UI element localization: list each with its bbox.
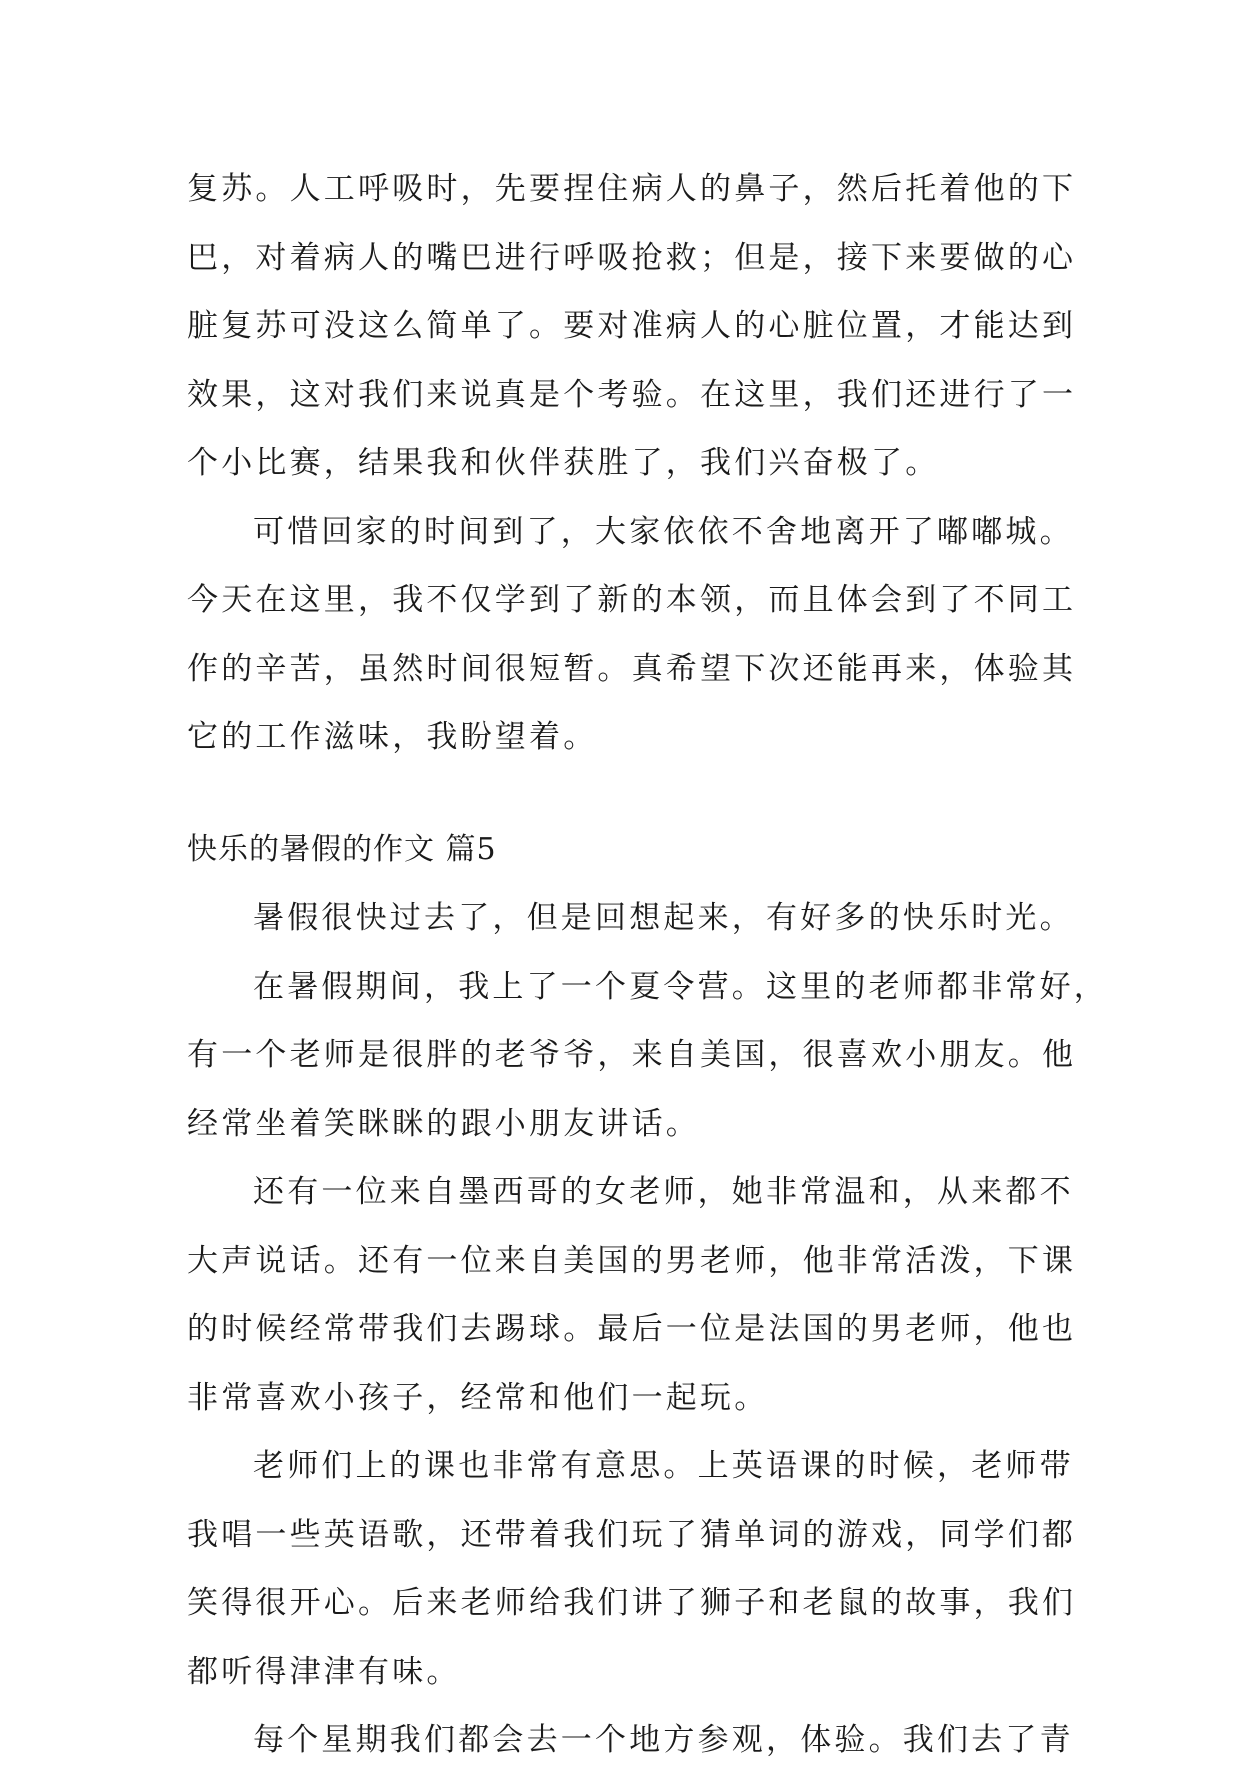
paragraph — [187, 1706, 1074, 1775]
text-line: 效果，这对我们来说真是个考验。在这里，我们还进行了一 — [187, 376, 1077, 413]
paragraph — [187, 155, 1077, 498]
text-line: 笑得很开心。后来老师给我们讲了狮子和老鼠的故事，我们 — [187, 1585, 1077, 1621]
text-line: 它的工作滋味，我盼望着。 — [187, 719, 598, 755]
text-line: 复苏。人工呼吸时，先要捏住病人的鼻子，然后托着他的下 — [187, 171, 1077, 207]
text-line: 个小比赛，结果我和伙伴获胜了，我们兴奋极了。 — [187, 445, 940, 481]
section-gap — [187, 772, 1067, 816]
paragraph — [187, 498, 1077, 772]
section-title: 快乐的暑假的作文 篇5 — [187, 831, 497, 867]
text-line: 的时候经常带我们去踢球。最后一位是法国的男老师，他也 — [187, 1311, 1077, 1347]
document-body — [187, 155, 1108, 1775]
text-line: 每个星期我们都会去一个地方参观，体验。我们去了青 — [253, 1722, 1074, 1758]
text-line: 老师们上的课也非常有意思。上英语课的时候，老师带 — [253, 1448, 1074, 1484]
paragraph — [187, 1432, 1077, 1706]
text-line: 都听得津津有味。 — [187, 1653, 461, 1690]
text-line: 今天在这里，我不仅学到了新的本领，而且体会到了不同工 — [187, 582, 1077, 618]
text-line: 还有一位来自墨西哥的女老师，她非常温和，从来都不 — [253, 1174, 1074, 1210]
text-line: 作的辛苦，虽然时间很短暂。真希望下次还能再来，体验其 — [187, 650, 1077, 687]
text-line: 在暑假期间，我上了一个夏令营。这里的老师都非常好， — [253, 968, 1108, 1005]
text-line: 有一个老师是很胖的老爷爷，来自美国，很喜欢小朋友。他 — [187, 1037, 1077, 1073]
text-line: 巴，对着病人的嘴巴进行呼吸抢救；但是，接下来要做的心 — [187, 239, 1077, 276]
text-line: 我唱一些英语歌，还带着我们玩了猜单词的游戏，同学们都 — [187, 1516, 1077, 1553]
paragraph — [187, 1158, 1077, 1432]
paragraph — [187, 884, 1074, 953]
text-line: 经常坐着笑眯眯的跟小朋友讲话。 — [187, 1105, 700, 1142]
text-line: 暑假很快过去了，但是回想起来，有好多的快乐时光。 — [253, 900, 1074, 936]
text-line: 大声说话。还有一位来自美国的男老师，他非常活泼，下课 — [187, 1242, 1077, 1279]
text-line: 脏复苏可没这么简单了。要对准病人的心脏位置，才能达到 — [187, 308, 1077, 344]
text-line: 非常喜欢小孩子，经常和他们一起玩。 — [187, 1379, 769, 1416]
paragraph — [187, 953, 1108, 1159]
text-line: 可惜回家的时间到了，大家依依不舍地离开了嘟嘟城。 — [253, 513, 1074, 550]
